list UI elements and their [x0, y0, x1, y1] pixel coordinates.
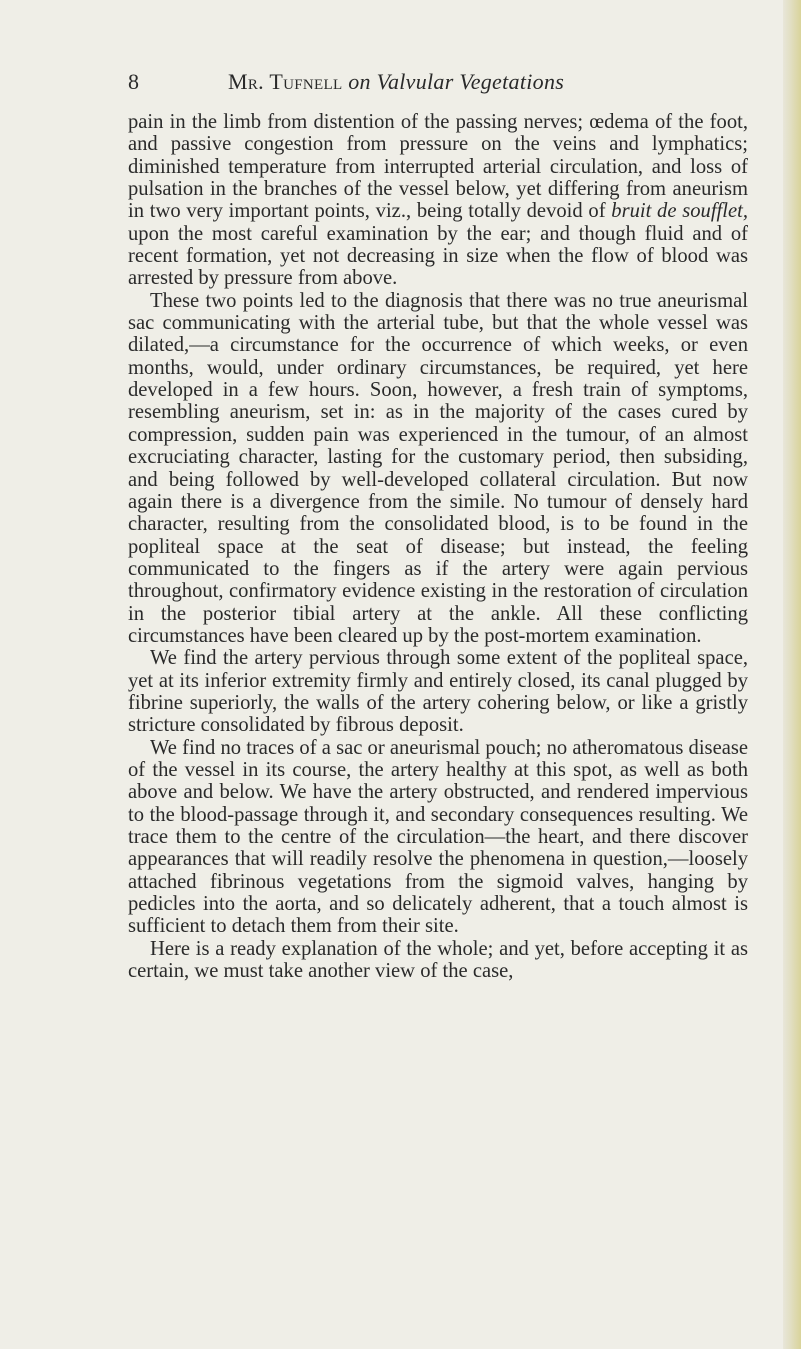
- page-edge: [783, 0, 801, 1349]
- paragraph-5: Here is a ready explanation of the whole; and yet, before accepting it as certain, we must take another view of the case,: [128, 937, 748, 983]
- paragraph-3: We find the artery pervious through some extent of the popliteal space, yet at its inferior extremity firmly and entirely closed, its canal plugged by fibrine superiorly, the walls of the artery cohering below, or like a gristly stricture consolidated by fibrous deposit.: [128, 647, 748, 737]
- paragraph-4: We find no traces of a sac or aneurismal pouch; no atheromatous disease of the vessel in its course, the artery healthy at this spot, as well as both above and below. We have the artery obstructed, and rendered impervious to the blood-passage through it, and secondary consequences resulting. We trace them to the centre of the circulation—the heart, and there discover appearances that will readily resolve the phenomena in question,—loosely attached fibrinous vegetations from the sigmoid valves, hanging by pedicles into the aorta, and so delicately adherent, that a touch almost is sufficient to detach them from their site.: [128, 736, 748, 938]
- running-head-author: Mr. Tufnell: [228, 69, 343, 94]
- paragraph-1: [128, 111, 748, 290]
- running-title: [228, 67, 564, 97]
- body-text: [128, 111, 748, 982]
- running-head: [128, 67, 688, 97]
- paragraph-2: These two points led to the diagnosis that there was no true aneurismal sac communicating with the arterial tube, but that the whole vessel was dilated,—a circumstance for the occurrence of which weeks, or even months, would, under ordinary circumstances, be required, yet here developed in a few hours. Soon, however, a fresh train of symptoms, resembling aneurism, set in: as in the majority of the cases cured by compression, sudden pain was experienced in the tumour, of an almost excruciating character, lasting for the customary period, then subsiding, and being followed by well-developed collateral circulation. But now again there is a divergence from the simile. No tumour of densely hard character, resulting from the consolidated blood, is to be found in the popliteal space at the seat of disease; but instead, the feeling communicated to the fingers as if the artery were again pervious throughout, confirmatory evidence existing in the restoration of circulation in the posterior tibial artery at the ankle. All these conflicting circumstances have been cleared up by the post-mortem examination.: [128, 289, 748, 647]
- paragraph-1-text-before: pain in the limb from distention of the passing nerves; œdema of the foot, and passive congestion from pressure on the veins and lymphatics; diminished temperature from interrupted arterial circulation, and loss of pulsation in the branches of the vessel below, yet differing from aneurism in two very important points, viz., being totally devoid of: [128, 111, 748, 223]
- paragraph-1-text-after: upon the most careful examination by the ear; and though fluid and of recent formation, yet not decreasing in size when the flow of blood was arrested by pressure from above.: [128, 222, 748, 290]
- page-number: 8: [128, 69, 140, 94]
- running-head-subject: Valvular Vegetations: [376, 69, 565, 94]
- paragraph-1-italic-phrase: bruit de soufflet,: [611, 200, 748, 223]
- running-head-on: on: [348, 69, 371, 94]
